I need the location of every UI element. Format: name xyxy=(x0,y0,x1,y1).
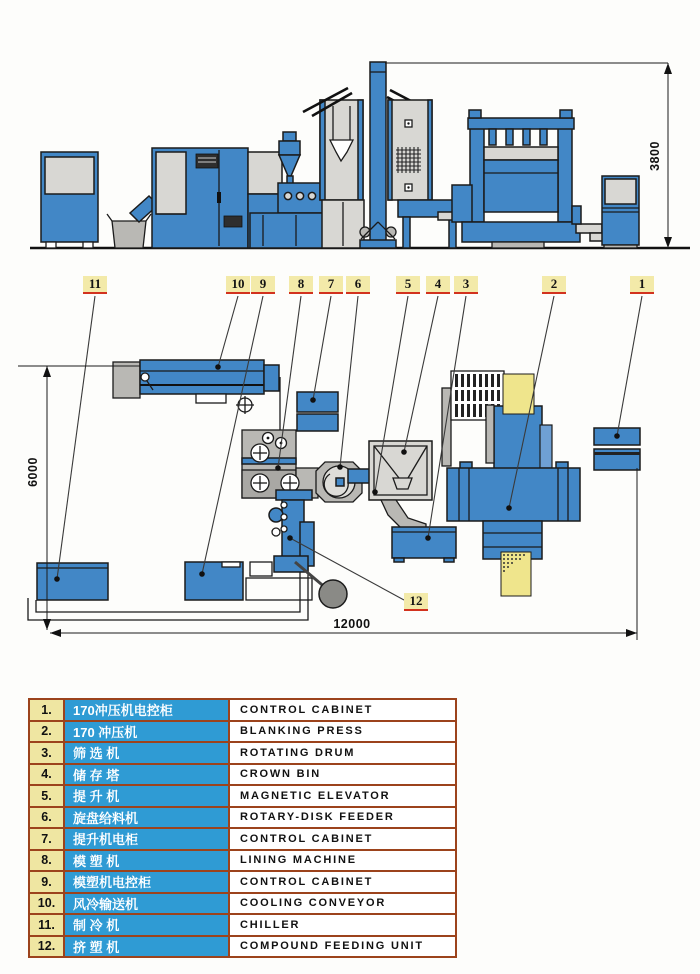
plan-blanking-press xyxy=(442,371,580,596)
plan-width-label: 12000 xyxy=(333,617,371,631)
legend-row xyxy=(29,721,456,743)
elevation-height-label: 3800 xyxy=(648,141,662,171)
plan-view xyxy=(18,296,642,640)
legend-row xyxy=(29,764,456,786)
legend-number: 2. xyxy=(29,721,64,743)
legend-number: 5. xyxy=(29,785,64,807)
plan-rotating-drum xyxy=(392,527,456,562)
elevation-extruder-unit xyxy=(248,132,326,248)
plan-control-cabinet-9 xyxy=(185,562,243,600)
legend-row xyxy=(29,785,456,807)
legend-english: BLANKING PRESS xyxy=(229,721,456,743)
legend-english: CHILLER xyxy=(229,914,456,936)
legend-number: 10. xyxy=(29,893,64,915)
legend-number: 7. xyxy=(29,828,64,850)
callout-11: 11 xyxy=(83,276,107,294)
legend-number: 3. xyxy=(29,742,64,764)
callout-9: 9 xyxy=(251,276,275,294)
legend-english: ROTARY-DISK FEEDER xyxy=(229,807,456,829)
callout-5: 5 xyxy=(396,276,420,294)
plan-lining-machine xyxy=(242,430,318,498)
legend-english: COOLING CONVEYOR xyxy=(229,893,456,915)
elevation-control-cabinet xyxy=(602,176,639,248)
legend-chinese: 模塑机电控柜 xyxy=(64,871,229,893)
legend-row xyxy=(29,914,456,936)
elevation-blanking-press xyxy=(452,110,614,248)
legend-chinese: 提升机电柜 xyxy=(64,828,229,850)
legend-chinese: 170 冲压机 xyxy=(64,721,229,743)
plan-depth-label: 6000 xyxy=(26,457,40,487)
legend-number: 9. xyxy=(29,871,64,893)
elevation-elevator-tower xyxy=(320,100,364,248)
callout-12: 12 xyxy=(404,593,428,611)
legend-english: ROTATING DRUM xyxy=(229,742,456,764)
legend-chinese: 储 存 塔 xyxy=(64,764,229,786)
legend-english: COMPOUND FEEDING UNIT xyxy=(229,936,456,958)
elevation-lining-machine xyxy=(152,148,248,248)
legend-row xyxy=(29,893,456,915)
legend-number: 6. xyxy=(29,807,64,829)
leader-lines xyxy=(54,296,642,600)
legend-number: 8. xyxy=(29,850,64,872)
legend-chinese: 提 升 机 xyxy=(64,785,229,807)
legend-chinese: 模 塑 机 xyxy=(64,850,229,872)
elevation-scrap-bin xyxy=(107,196,158,248)
plan-elevator-control-cabinet xyxy=(297,392,338,431)
legend-table xyxy=(28,698,457,958)
elevation-view xyxy=(30,62,690,248)
callout-8: 8 xyxy=(289,276,313,294)
legend-number: 11. xyxy=(29,914,64,936)
legend-number: 1. xyxy=(29,699,64,721)
legend-english: LINING MACHINE xyxy=(229,850,456,872)
legend-chinese: 风冷输送机 xyxy=(64,893,229,915)
legend-english: CONTROL CABINET xyxy=(229,699,456,721)
legend-row xyxy=(29,850,456,872)
callout-7: 7 xyxy=(319,276,343,294)
callout-10: 10 xyxy=(226,276,250,294)
legend-chinese: 筛 选 机 xyxy=(64,742,229,764)
legend-chinese: 旋盘给料机 xyxy=(64,807,229,829)
legend-row xyxy=(29,828,456,850)
elevation-chiller-cabinet xyxy=(41,152,98,248)
legend-row xyxy=(29,699,456,721)
callout-4: 4 xyxy=(426,276,450,294)
legend-english: CONTROL CABINET xyxy=(229,828,456,850)
legend-row xyxy=(29,807,456,829)
legend-english: CROWN BIN xyxy=(229,764,456,786)
legend-number: 4. xyxy=(29,764,64,786)
legend-chinese: 170冲压机电控柜 xyxy=(64,699,229,721)
legend-chinese: 制 冷 机 xyxy=(64,914,229,936)
legend-number: 12. xyxy=(29,936,64,958)
legend-row xyxy=(29,742,456,764)
elevation-control-panel-box xyxy=(388,100,432,200)
legend-english: CONTROL CABINET xyxy=(229,871,456,893)
legend-row xyxy=(29,871,456,893)
callout-3: 3 xyxy=(454,276,478,294)
callout-6: 6 xyxy=(346,276,370,294)
legend-chinese: 挤 塑 机 xyxy=(64,936,229,958)
legend-english: MAGNETIC ELEVATOR xyxy=(229,785,456,807)
legend-row xyxy=(29,936,456,958)
legend xyxy=(28,698,457,958)
callout-1: 1 xyxy=(630,276,654,294)
callout-2: 2 xyxy=(542,276,566,294)
